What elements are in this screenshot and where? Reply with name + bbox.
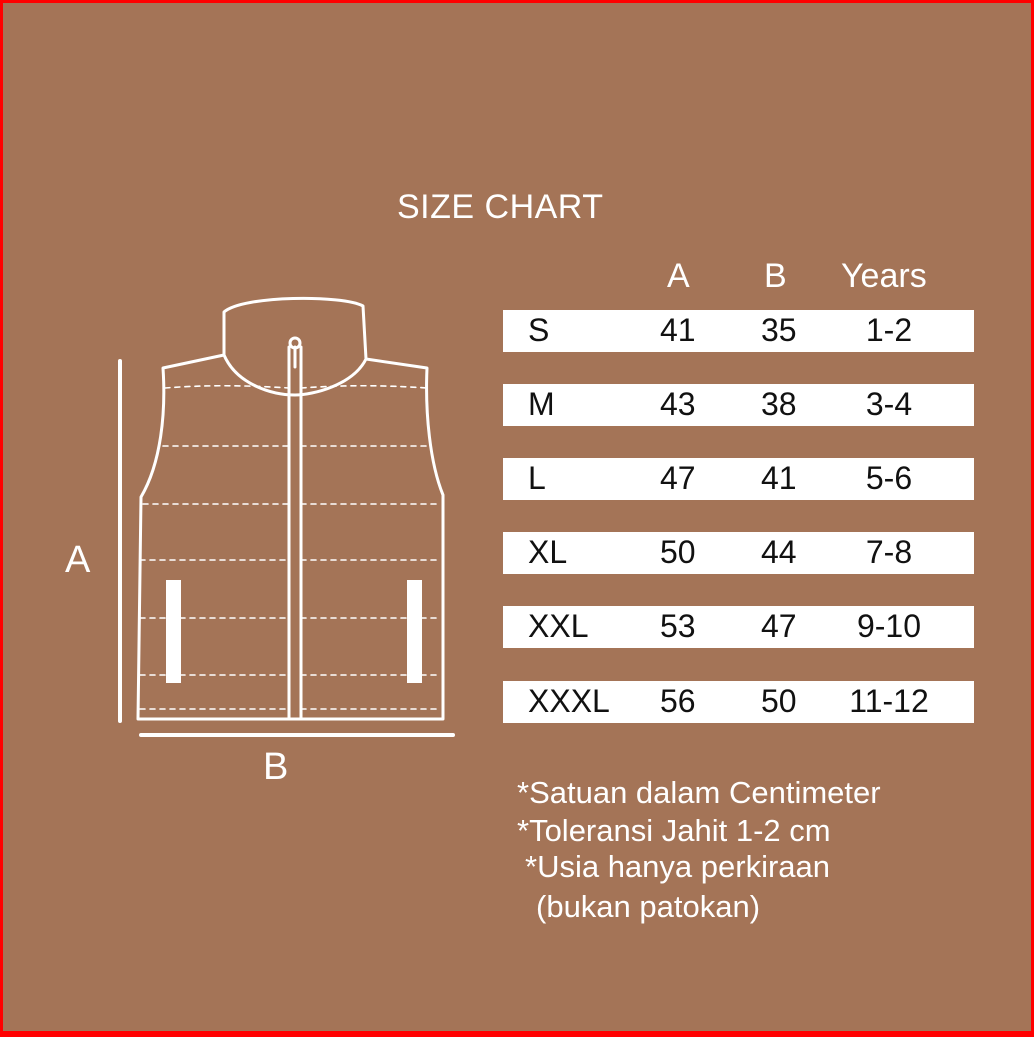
size-row xyxy=(503,384,974,426)
note-age-estimate: *Usia hanya perkiraan xyxy=(525,849,831,884)
measure-b-value: 35 xyxy=(761,312,797,348)
note-not-fixed: (bukan patokan) xyxy=(536,889,761,924)
dimension-label-b: B xyxy=(263,746,289,788)
size-row xyxy=(503,458,974,500)
page-title: SIZE CHART xyxy=(397,188,604,226)
size-label: L xyxy=(528,460,546,496)
left-pocket xyxy=(166,580,181,683)
column-header-a: A xyxy=(667,257,690,295)
column-header-b: B xyxy=(764,257,787,295)
age-range-value: 11-12 xyxy=(849,683,929,719)
column-header-years: Years xyxy=(841,257,927,295)
measure-a-value: 50 xyxy=(660,534,696,570)
size-label: XXXL xyxy=(528,683,610,719)
measure-b-value: 38 xyxy=(761,386,797,422)
age-range-value: 7-8 xyxy=(865,534,913,570)
age-range-value: 1-2 xyxy=(865,312,913,348)
size-row xyxy=(503,532,974,574)
size-row xyxy=(503,606,974,648)
measure-a-value: 41 xyxy=(660,312,696,348)
age-range-value: 3-4 xyxy=(865,386,913,422)
size-label: S xyxy=(528,312,550,348)
age-range-value: 5-6 xyxy=(865,460,913,496)
size-label: XXL xyxy=(528,608,589,644)
size-row xyxy=(503,310,974,352)
vest-illustration xyxy=(3,3,1034,1037)
size-label: M xyxy=(528,386,555,422)
zipper-lines xyxy=(289,347,301,719)
right-pocket xyxy=(407,580,422,683)
measure-a-value: 47 xyxy=(660,460,696,496)
measure-b-value: 44 xyxy=(761,534,797,570)
note-tolerance: *Toleransi Jahit 1-2 cm xyxy=(517,813,831,848)
measure-a-value: 53 xyxy=(660,608,696,644)
size-label: XL xyxy=(528,534,568,570)
dimension-label-a: A xyxy=(65,539,91,581)
note-unit: *Satuan dalam Centimeter xyxy=(517,775,881,810)
size-row xyxy=(503,681,974,723)
measure-b-value: 47 xyxy=(761,608,797,644)
measure-a-value: 43 xyxy=(660,386,696,422)
measure-b-value: 50 xyxy=(761,683,797,719)
measure-b-value: 41 xyxy=(761,460,797,496)
age-range-value: 9-10 xyxy=(856,608,922,644)
measure-a-value: 56 xyxy=(660,683,696,719)
